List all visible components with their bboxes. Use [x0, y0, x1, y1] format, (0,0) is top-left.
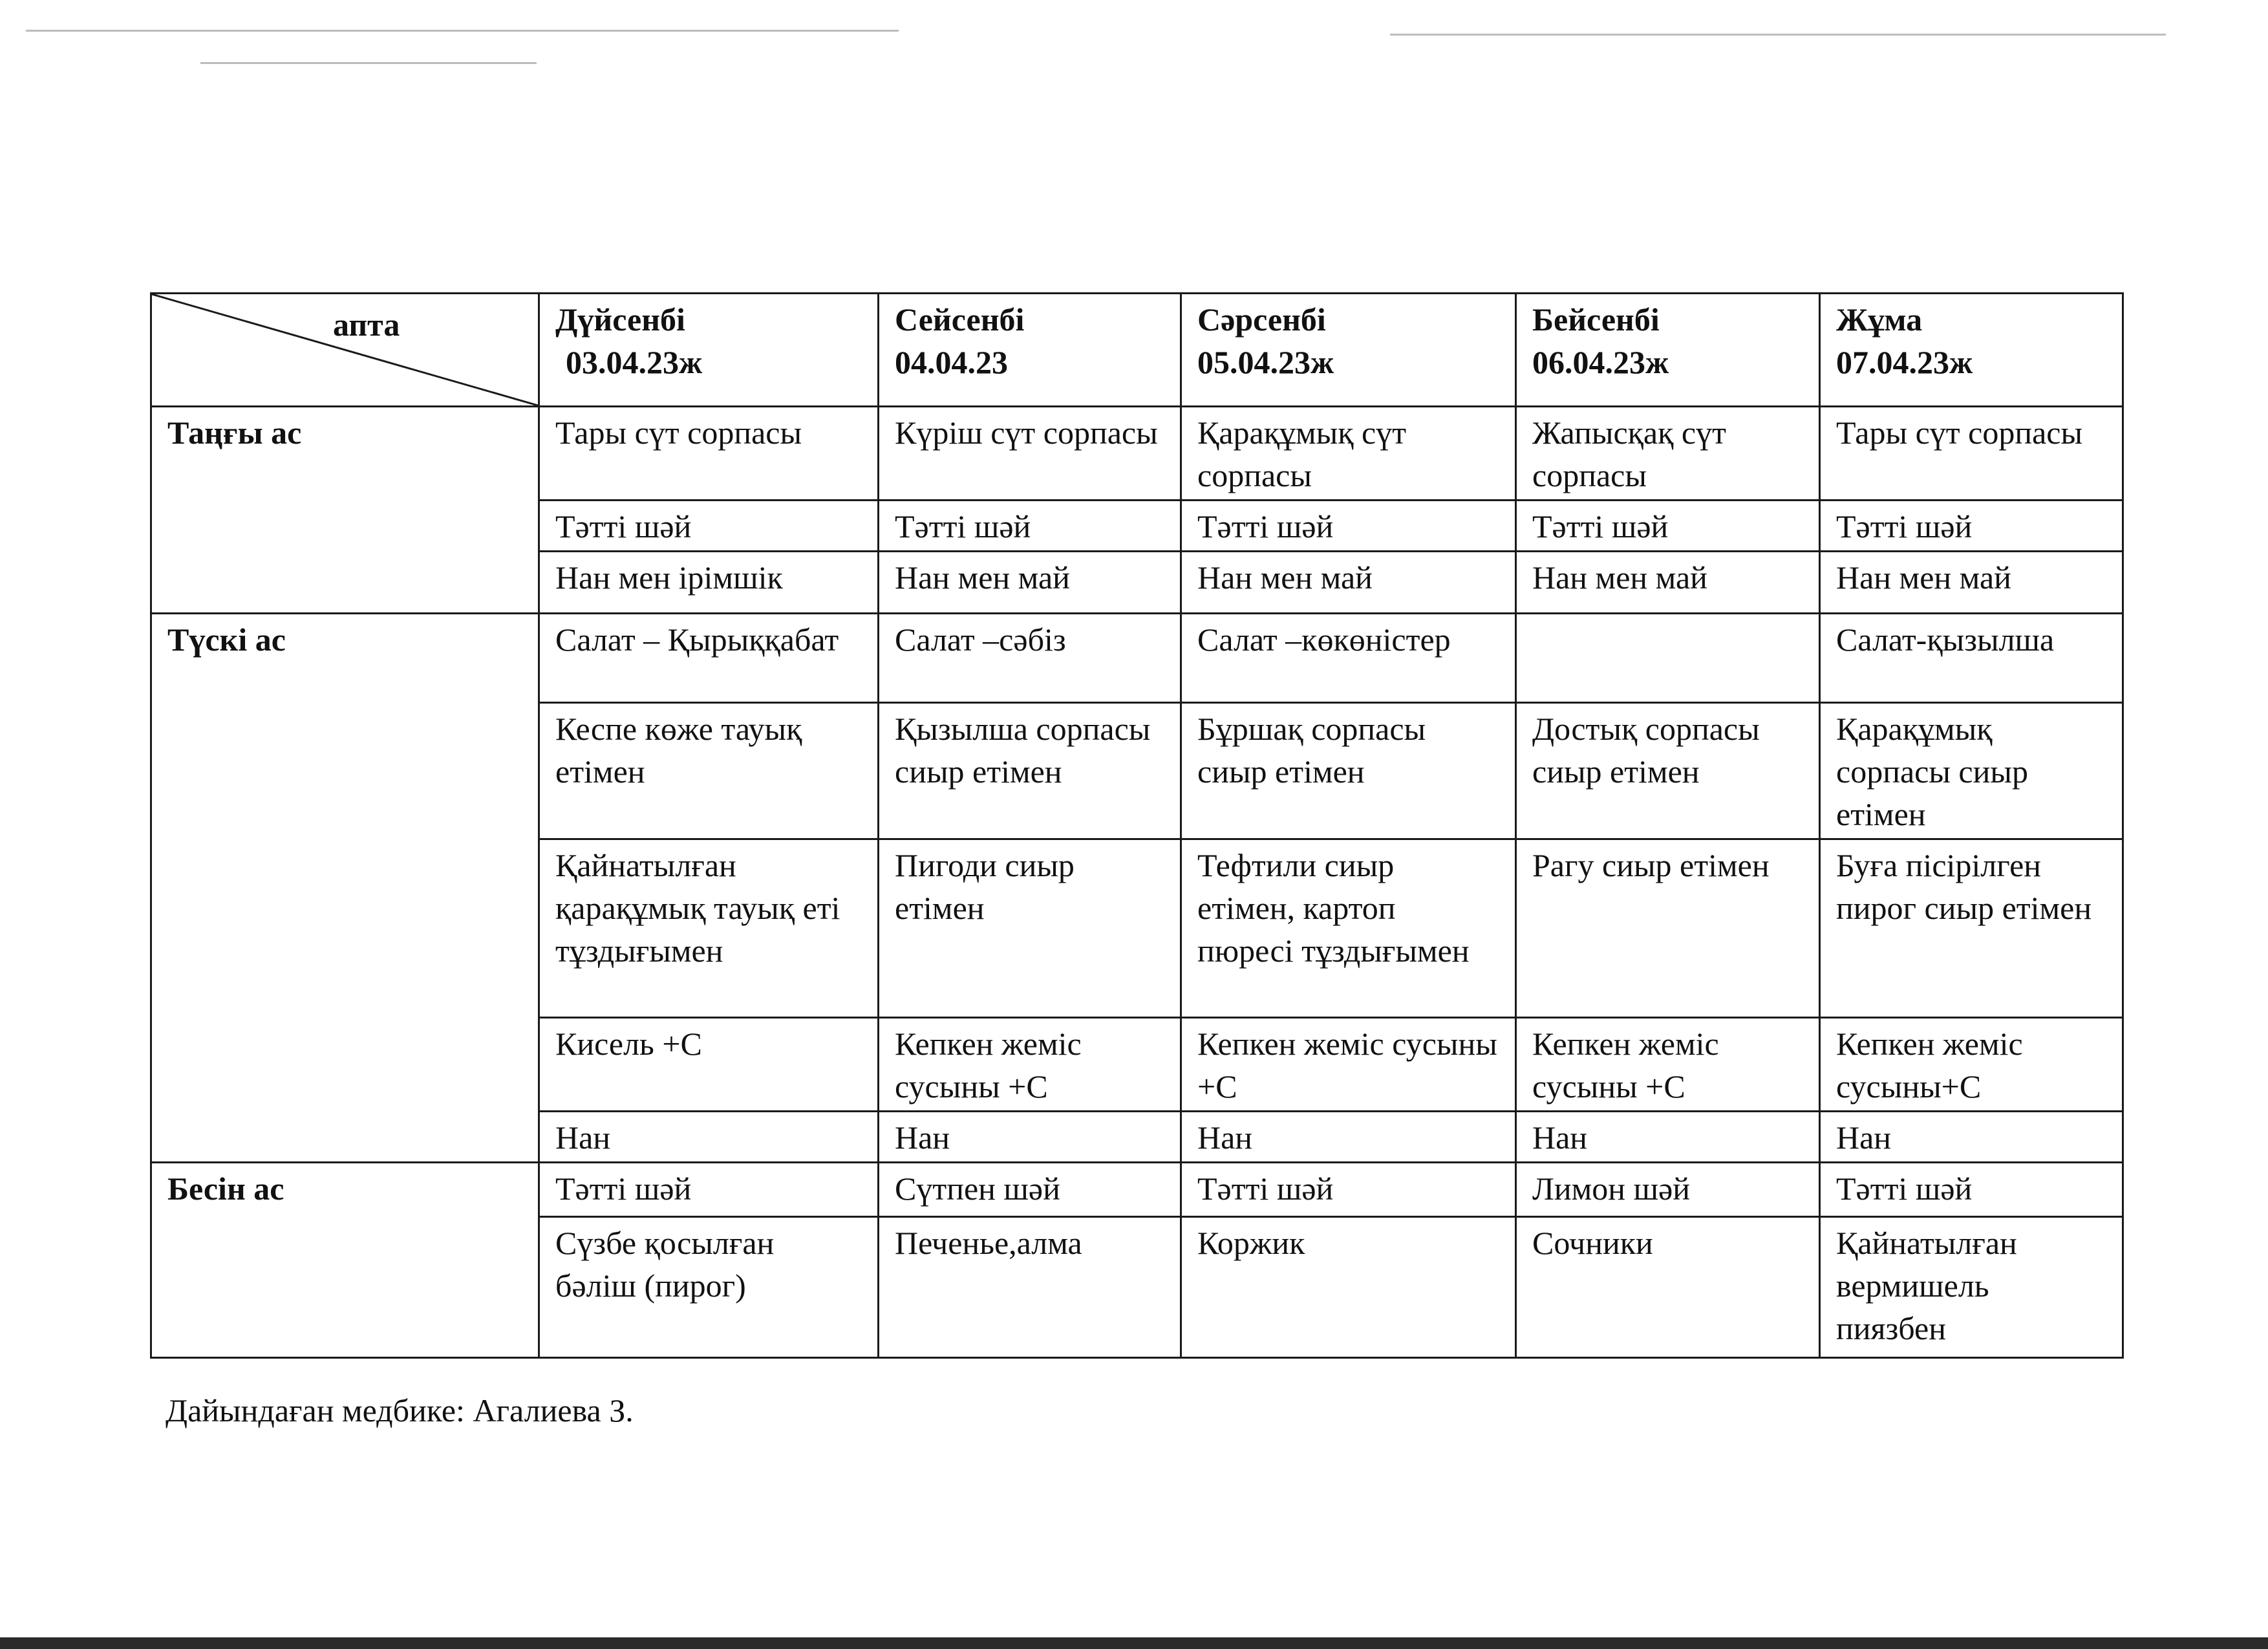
- menu-cell: Күріш сүт сорпасы: [879, 407, 1181, 501]
- week-label: апта: [333, 307, 400, 343]
- menu-cell: Қызылша сорпасы сиыр етімен: [879, 703, 1181, 839]
- menu-cell: Печенье,алма: [879, 1217, 1181, 1358]
- day-date: 03.04.23ж: [566, 344, 703, 380]
- meal-label-lunch: Түскі ас: [151, 614, 539, 1163]
- menu-cell: Тәтті шәй: [1820, 501, 2123, 552]
- menu-cell: Қайнатылған қарақұмық тауық еті тұздығымен: [539, 839, 879, 1018]
- day-name: Бейсенбі: [1532, 301, 1660, 338]
- menu-cell: Жапысқақ сүт сорпасы: [1516, 407, 1820, 501]
- day-header-monday: [539, 294, 879, 407]
- menu-cell: Буға пісірілген пирог сиыр етімен: [1820, 839, 2123, 1018]
- day-name: Дүйсенбі: [555, 301, 685, 338]
- menu-row: [151, 407, 2123, 501]
- weekly-menu-table: [150, 292, 2124, 1359]
- day-header-wednesday: [1181, 294, 1516, 407]
- menu-cell: Тары сүт сорпасы: [1820, 407, 2123, 501]
- menu-cell: Нан: [1181, 1112, 1516, 1163]
- menu-cell: Кисель +С: [539, 1018, 879, 1112]
- menu-cell: Лимон шәй: [1516, 1163, 1820, 1217]
- menu-cell: Бұршақ сорпасы сиыр етімен: [1181, 703, 1516, 839]
- menu-cell: Нан мен май: [1516, 552, 1820, 614]
- menu-cell: Тәтті шәй: [1516, 501, 1820, 552]
- menu-cell: Кепкен жеміс сусыны+С: [1820, 1018, 2123, 1112]
- menu-cell: Қарақұмық сорпасы сиыр етімен: [1820, 703, 2123, 839]
- menu-cell: Рагу сиыр етімен: [1516, 839, 1820, 1018]
- menu-cell: Тәтті шәй: [539, 1163, 879, 1217]
- menu-cell: Нан мен май: [879, 552, 1181, 614]
- menu-cell: Нан мен май: [1181, 552, 1516, 614]
- menu-cell: Кеспе көже тауық етімен: [539, 703, 879, 839]
- day-date: 05.04.23ж: [1197, 344, 1334, 380]
- day-name: Сәрсенбі: [1197, 301, 1326, 338]
- menu-cell: Нан: [1820, 1112, 2123, 1163]
- scan-artifact-line: [26, 30, 899, 32]
- menu-cell: Тәтті шәй: [1181, 1163, 1516, 1217]
- menu-cell: Сочники: [1516, 1217, 1820, 1358]
- menu-row: [151, 1163, 2123, 1217]
- menu-cell: Сүзбе қосылған бәліш (пирог): [539, 1217, 879, 1358]
- menu-cell: Тәтті шәй: [1181, 501, 1516, 552]
- menu-cell: Нан мен май: [1820, 552, 2123, 614]
- day-header-friday: [1820, 294, 2123, 407]
- meal-label-afternoon-snack: Бесін ас: [151, 1163, 539, 1358]
- scan-bottom-edge: [0, 1637, 2268, 1649]
- menu-cell: Салат-қызылша: [1820, 614, 2123, 703]
- menu-cell: Кепкен жеміс сусыны +С: [879, 1018, 1181, 1112]
- day-name: Сейсенбі: [895, 301, 1025, 338]
- menu-cell: Тәтті шәй: [879, 501, 1181, 552]
- menu-cell: Тәтті шәй: [539, 501, 879, 552]
- day-date: 06.04.23ж: [1532, 344, 1669, 380]
- day-header-tuesday: [879, 294, 1181, 407]
- day-date: 07.04.23ж: [1836, 344, 1973, 380]
- menu-cell: Кепкен жеміс сусыны +С: [1516, 1018, 1820, 1112]
- menu-cell: Кепкен жеміс сусыны +С: [1181, 1018, 1516, 1112]
- menu-cell: Салат – Қырыққабат: [539, 614, 879, 703]
- day-name: Жұма: [1836, 301, 1923, 338]
- menu-cell: Нан: [879, 1112, 1181, 1163]
- menu-row: [151, 614, 2123, 703]
- menu-cell: Достық сорпасы сиыр етімен: [1516, 703, 1820, 839]
- menu-cell: Нан: [1516, 1112, 1820, 1163]
- menu-cell: Тәтті шәй: [1820, 1163, 2123, 1217]
- menu-cell: Қайнатылған вермишель пиязбен: [1820, 1217, 2123, 1358]
- menu-cell: Коржик: [1181, 1217, 1516, 1358]
- prepared-by-note: Дайындаған медбике: Агалиева З.: [166, 1392, 634, 1428]
- menu-cell: Қарақұмық сүт сорпасы: [1181, 407, 1516, 501]
- menu-cell: Сүтпен шәй: [879, 1163, 1181, 1217]
- meal-label-breakfast: Таңғы ас: [151, 407, 539, 614]
- menu-cell: [1516, 614, 1820, 703]
- menu-cell: Нан мен ірімшік: [539, 552, 879, 614]
- header-row: [151, 294, 2123, 407]
- menu-cell: Нан: [539, 1112, 879, 1163]
- menu-cell: Пигоди сиыр етімен: [879, 839, 1181, 1018]
- scan-artifact-line: [1390, 34, 2166, 36]
- day-header-thursday: [1516, 294, 1820, 407]
- menu-cell: Салат –көкөністер: [1181, 614, 1516, 703]
- day-date: 04.04.23: [895, 344, 1008, 380]
- menu-cell: Салат –сәбіз: [879, 614, 1181, 703]
- scan-artifact-line: [200, 62, 537, 64]
- menu-cell: Тефтили сиыр етімен, картоп пюресі тұздығымен: [1181, 839, 1516, 1018]
- menu-cell: Тары сүт сорпасы: [539, 407, 879, 501]
- week-corner-cell: [151, 294, 539, 407]
